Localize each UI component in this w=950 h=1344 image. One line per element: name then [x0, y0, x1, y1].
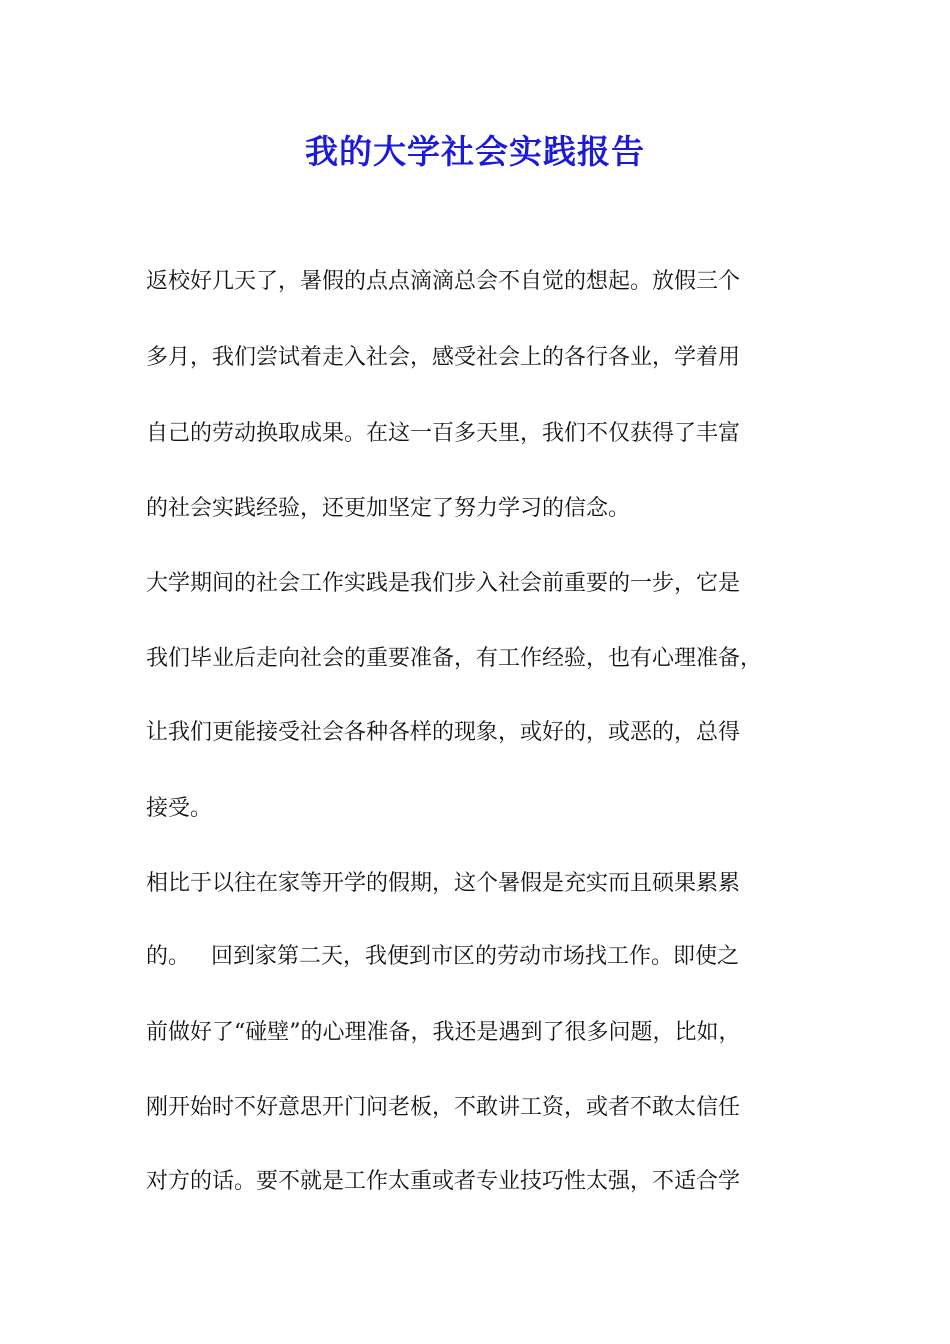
body-line: 刚开始时不好意思开门问老板，不敢讲工资，或者不敢太信任: [146, 1095, 741, 1120]
body-line: 接受。: [146, 796, 213, 821]
body-line: 的。 回到家第二天，我便到市区的劳动市场找工作。即使之: [146, 944, 739, 969]
body-line: 前做好了“碰壁”的心理准备，我还是遇到了很多问题，比如，: [146, 1020, 741, 1045]
body-line: 让我们更能接受社会各种各样的现象，或好的，或恶的，总得: [146, 720, 741, 745]
body-line: 我们毕业后走向社会的重要准备，有工作经验，也有心理准备，: [146, 646, 763, 671]
body-line: 相比于以往在家等开学的假期，这个暑假是充实而且硕果累累: [146, 871, 741, 896]
body-line: 对方的话。要不就是工作太重或者专业技巧性太强，不适合学: [146, 1169, 741, 1194]
body-line: 多月，我们尝试着走入社会，感受社会上的各行各业，学着用: [146, 345, 741, 370]
body-line: 的社会实践经验，还更加坚定了努力学习的信念。: [146, 496, 631, 521]
document-title: 我的大学社会实践报告: [305, 132, 645, 171]
body-line: 大学期间的社会工作实践是我们步入社会前重要的一步，它是: [146, 571, 741, 596]
body-line: 返校好几天了，暑假的点点滴滴总会不自觉的想起。放假三个: [146, 269, 741, 294]
body-line: 自己的劳动换取成果。在这一百多天里，我们不仅获得了丰富: [146, 421, 741, 446]
